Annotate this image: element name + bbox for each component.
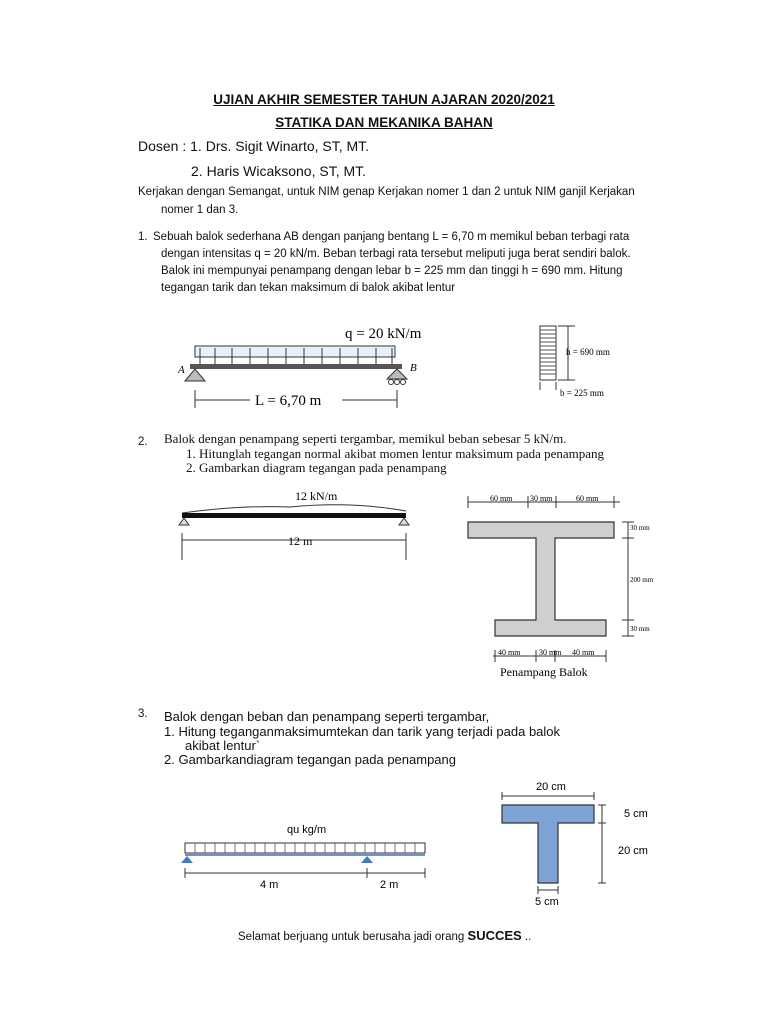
q3-item-1b: akibat lentur` (185, 738, 261, 753)
instruction-line-1: Kerjakan dengan Semangat, untuk NIM genap Kerjakan nomer 1 dan 2 untuk NIM ganjil Kerjakan (138, 186, 635, 198)
q1-load-label: q = 20 kN/m (345, 326, 422, 342)
q2-top-2: 30 mm (530, 494, 553, 503)
q1-h-label: h = 690 mm (566, 347, 610, 357)
q1-line-2: dengan intensitas q = 20 kN/m. Beban terbagi rata tersebut meliputi juga berat sendiri balok. (161, 248, 631, 260)
q1-roller-support (387, 369, 407, 379)
q1-line-3: Balok ini mempunyai penampang dengan lebar b = 225 mm dan tinggi h = 690 mm. Hitung (161, 265, 623, 277)
lecturer-1: Dosen : 1. Drs. Sigit Winarto, ST, MT. (138, 138, 370, 154)
course-title: STATIKA DAN MEKANIKA BAHAN (275, 115, 493, 130)
q2-beam-figure (170, 485, 430, 565)
footer-text: Selamat berjuang untuk berusaha jadi orang (238, 931, 468, 943)
q1-pin-support (185, 369, 205, 381)
q1-line-1: Sebuah balok sederhana AB dengan panjang bentang L = 6,70 m memikul beban terbagi rata (153, 231, 630, 243)
q2-i-section (468, 522, 614, 636)
q3-support-mid (361, 856, 373, 863)
footer (238, 927, 531, 946)
q2-load-curve (182, 505, 406, 513)
q2-right-3: 30 mm (630, 625, 650, 633)
q3-item-2: 2. Gambarkandiagram tegangan pada penampang (164, 752, 456, 767)
q1-number: 1. (138, 231, 148, 243)
q1-label-a: A (178, 364, 185, 376)
q3-item-1: 1. Hitung teganganmaksimumtekan dan tarik yang terjadi pada balok (164, 724, 561, 739)
q2-line-1: Balok dengan penampang seperti tergambar, memikul beban sebesar 5 kN/m. (164, 431, 567, 446)
q1-load-block (195, 346, 395, 357)
lecturer-2: 2. Haris Wicaksono, ST, MT. (191, 163, 367, 179)
q3-line-1: Balok dengan beban dan penampang seperti tergambar, (164, 709, 490, 724)
instruction-line-2: nomer 1 dan 3. (161, 204, 239, 216)
q2-top-1: 60 mm (490, 494, 513, 503)
footer-end: .. (521, 931, 532, 943)
q1-beam (190, 364, 402, 369)
q1-span-label: L = 6,70 m (255, 393, 322, 409)
q2-right-2: 200 mm (630, 576, 654, 584)
q3-number: 3. (138, 708, 148, 720)
q2-beam (182, 513, 406, 518)
q3-height-label: 20 cm (618, 845, 648, 857)
q2-right-1: 30 mm (630, 524, 650, 532)
q3-span-2: 2 m (380, 879, 399, 891)
q3-support-left (181, 856, 193, 863)
q2-load-label: 12 kN/m (295, 489, 338, 503)
q3-flange-label: 5 cm (624, 808, 648, 820)
exam-title: UJIAN AKHIR SEMESTER TAHUN AJARAN 2020/2021 (213, 92, 555, 107)
q1-line-4: tegangan tarik dan tekan maksimum di balok akibat lentur (161, 282, 456, 294)
q3-section-figure (490, 776, 670, 911)
q3-t-section (502, 805, 594, 883)
footer-bold: SUCCES (467, 928, 522, 943)
q2-item-2: 2. Gambarkan diagram tegangan pada penampang (186, 460, 447, 475)
q3-beam (185, 853, 425, 856)
q2-number: 2. (138, 436, 148, 448)
q2-bot-2: 30 mm (539, 648, 562, 657)
q1-figure (170, 318, 630, 418)
q1-label-b: B (410, 362, 417, 374)
q2-bot-1: 40 mm (498, 648, 521, 657)
q3-beam-figure (175, 815, 440, 895)
q2-caption: Penampang Balok (500, 665, 588, 679)
q2-top-3: 60 mm (576, 494, 599, 503)
q2-section-figure (460, 490, 670, 680)
q3-web-label: 5 cm (535, 896, 559, 908)
q2-span-label: 12 m (288, 534, 313, 548)
q2-item-1: 1. Hitunglah tegangan normal akibat momen lentur maksimum pada penampang (186, 446, 605, 461)
q1-b-label: b = 225 mm (560, 388, 604, 398)
q2-bot-3: 40 mm (572, 648, 595, 657)
q3-span-1: 4 m (260, 879, 279, 891)
q3-load-label: qu kg/m (287, 824, 327, 836)
q3-width-label: 20 cm (536, 781, 566, 793)
